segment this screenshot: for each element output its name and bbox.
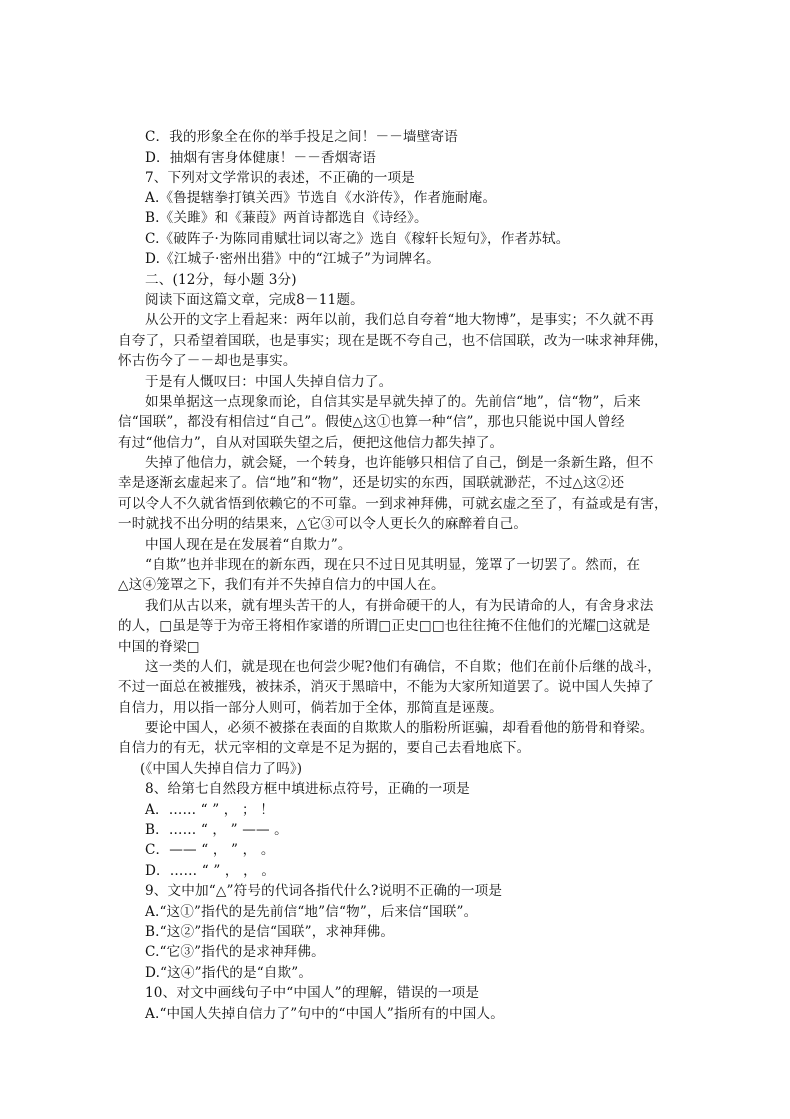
q8-option-b: B．…… “ ， ” —— 。: [145, 822, 288, 838]
article-p8-line2: 不过一面总在被摧残，被抹杀，消灭于黑暗中，不能为大家所知道罢了。说中国人失掉了: [118, 679, 655, 695]
q8-option-d: D．…… “ ” ， ， 。: [145, 863, 276, 879]
q7-option-b: B.《关雎》和《蒹葭》两首诗都选自《诗经》。: [145, 210, 428, 226]
article-p9-line2: 自信力的有无，状元宰相的文章是不足为据的，要自己去看地底下。: [118, 740, 531, 756]
article-p4-line1: 失掉了他信力，就会疑，一个转身，也许能够只相信了自己，倒是一条新生路，但不: [145, 455, 654, 471]
q10-option-a: A.“中国人失掉自信力了”句中的“中国人”指所有的中国人。: [145, 1006, 504, 1022]
article-p1-line2: 自夸了，只希望着国联，也是事实；现在是既不夸自己，也不信国联，改为一味求神拜佛，: [118, 333, 668, 349]
article-p6-line1: “自欺”也并非现在的新东西，现在只不过日见其明显，笼罩了一切罢了。然而，在: [145, 557, 641, 573]
question-10-stem: 10、对文中画线句子中“中国人”的理解，错误的一项是: [145, 985, 480, 1001]
q7-option-a: A.《鲁提辖拳打镇关西》节选自《水浒传》，作者施耐庵。: [145, 190, 497, 206]
article-p1-line3: 怀古伤今了－－却也是事实。: [118, 353, 297, 369]
q7-option-c: C.《破阵子·为陈同甫赋壮词以寄之》选自《稼轩长短句》，作者苏轼。: [145, 231, 570, 247]
article-p9-line1: 要论中国人，必须不被搽在表面的自欺欺人的脂粉所诓骗，却看看他的筋骨和脊梁。: [145, 720, 654, 736]
article-p1-line1: 从公开的文字上看起来：两年以前，我们总自夸着“地大物博”，是事实；不久就不再: [145, 312, 654, 328]
article-source: (《中国人失掉自信力了吗》): [140, 761, 303, 777]
article-p4-line4: 一时就找不出分明的结果来，△它③可以令人更长久的麻醉着自己。: [118, 516, 528, 532]
reading-instruction: 阅读下面这篇文章，完成8－11题。: [145, 292, 364, 308]
article-p3-line3: 有过“他信力”，自从对国联失望之后，便把这他信力都失掉了。: [118, 435, 504, 451]
article-p7-line3: 中国的脊梁□: [118, 639, 200, 655]
q8-option-a: A．…… “ ” ， ； ！: [145, 802, 274, 818]
q9-option-d: D.“这④”指代的是“自欺”。: [145, 965, 313, 981]
article-p4-line2: 幸是逐渐玄虚起来了。信“地”和“物”，还是切实的东西，国联就渺茫，不过△这②还: [118, 475, 625, 491]
option-d-cigarette-slogan: D．抽烟有害身体健康！－－香烟寄语: [145, 150, 376, 166]
section-two-heading: 二、(12分，每小题 3分): [145, 272, 297, 288]
article-p3-line2: 信“国联”，都没有相信过“自己”。假使△这①也算一种“信”，那也只能说中国人曾经: [118, 414, 625, 430]
question-9-stem: 9、文中加“△”符号的代词各指代什么?说明不正确的一项是: [145, 883, 503, 899]
article-p2: 于是有人慨叹曰：中国人失掉自信力了。: [145, 374, 393, 390]
article-p7-line1: 我们从古以来，就有埋头苦干的人，有拼命硬干的人，有为民请命的人，有舍身求法: [145, 598, 654, 614]
article-p8-line3: 自信力，用以指一部分人则可，倘若加于全体，那简直是诬蔑。: [118, 700, 503, 716]
article-p4-line3: 可以令人不久就省悟到依赖它的不可靠。一到求神拜佛，可就玄虚之至了，有益或是有害，: [118, 496, 668, 512]
q9-option-c: C.“它③”指代的是求神拜佛。: [145, 944, 325, 960]
article-p8-line1: 这一类的人们，就是现在也何尝少呢?他们有确信，不自欺；他们在前仆后继的战斗，: [145, 659, 661, 675]
q8-option-c: C．—— “ ， ” ， 。: [145, 842, 275, 858]
article-p3-line1: 如果单据这一点现象而论，自信其实是早就失掉了的。先前信“地”，信“物”，后来: [145, 394, 641, 410]
q7-option-d: D.《江城子·密州出猎》中的“江城子”为词牌名。: [145, 251, 440, 267]
question-8-stem: 8、给第七自然段方框中填进标点符号，正确的一项是: [145, 781, 470, 797]
q9-option-b: B.“这②”指代的是信“国联”，求神拜佛。: [145, 924, 395, 940]
article-p6-line2: △这④笼罩之下，我们有并不失掉自信力的中国人在。: [118, 577, 445, 593]
article-p5: 中国人现在是在发展着“自欺力”。: [145, 537, 352, 553]
question-7-stem: 7、下列对文学常识的表述，不正确的一项是: [145, 170, 415, 186]
q9-option-a: A.“这①”指代的是先前信“地”信“物”，后来信“国联”。: [145, 904, 478, 920]
article-p7-line2: 的人，□虽是等于为帝王将相作家谱的所谓□正史□□也往往掩不住他们的光耀□这就是: [118, 618, 651, 634]
option-c-wall-slogan: C．我的形象全在你的举手投足之间！－－墙壁寄语: [145, 129, 458, 145]
